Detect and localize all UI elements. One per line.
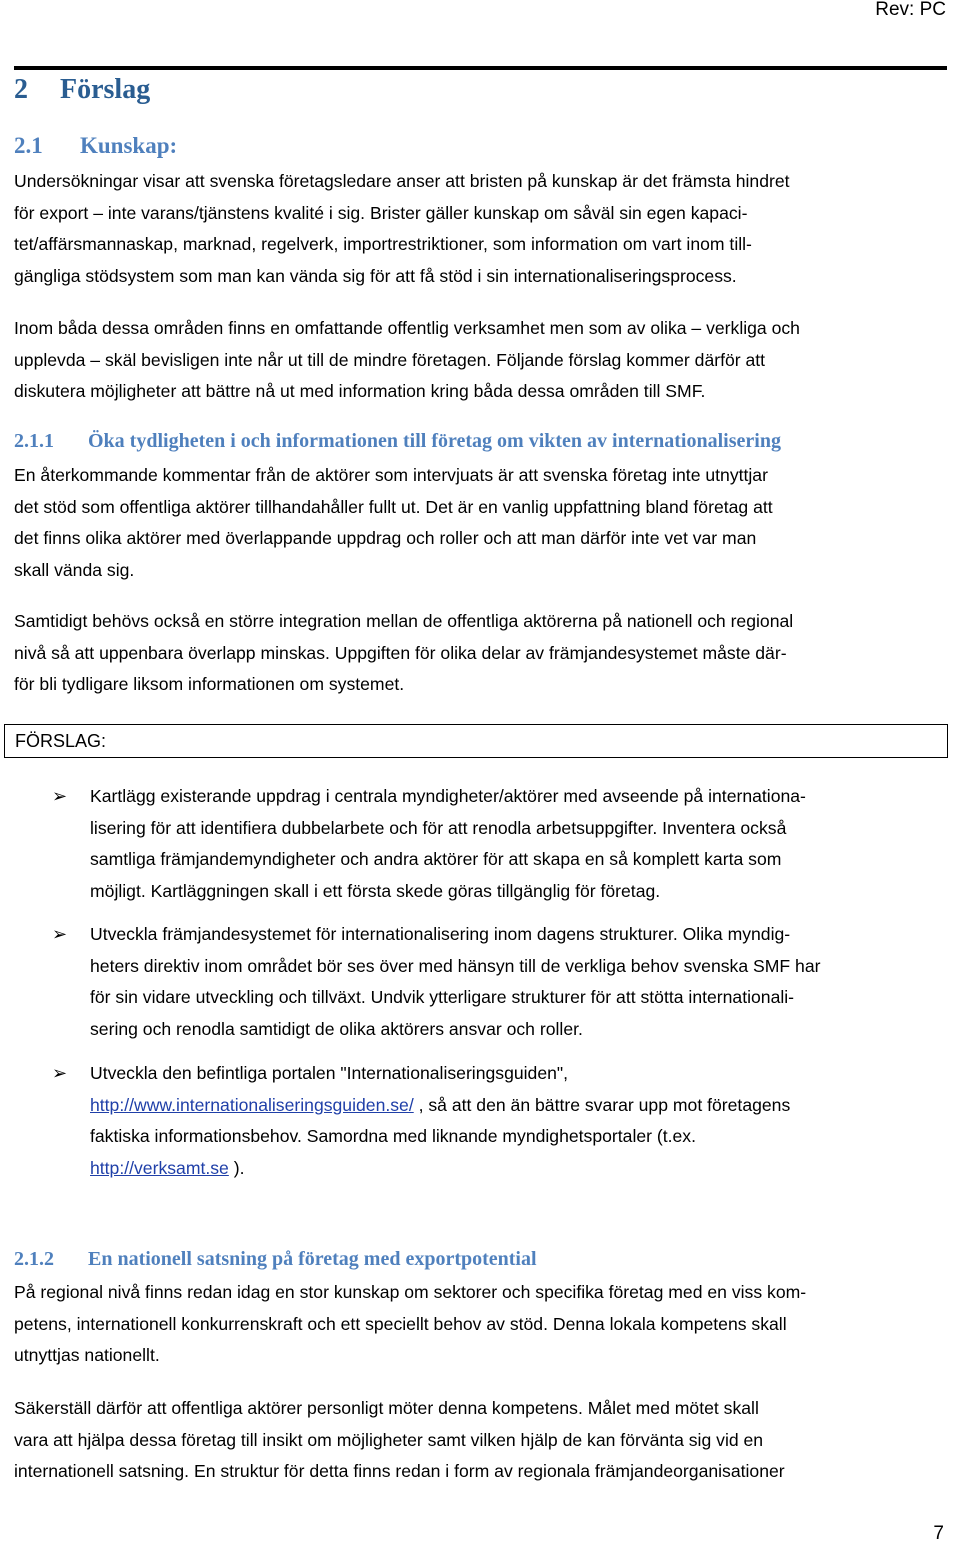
text-line: det stöd som offentliga aktörer tillhandahåller fullt ut. Det är en vanlig uppfattning bland företag att	[14, 496, 773, 517]
heading-3-tydlighet	[14, 430, 781, 453]
text-line	[90, 1090, 946, 1122]
text-fragment: , så att den än bättre svarar upp mot företagens	[413, 1094, 791, 1115]
heading-1-title: Förslag	[60, 74, 151, 105]
heading-2	[14, 133, 177, 159]
heading-2-number: 2.1	[14, 133, 43, 158]
text-line: heters direktiv inom området bör ses över med hänsyn till de verkliga behov svenska SMF har	[90, 955, 821, 976]
heading-1	[14, 74, 150, 106]
paragraph-integration	[14, 606, 946, 701]
heading-3-nationell-satsning	[14, 1248, 537, 1271]
text-line: upplevda – skäl bevisligen inte når ut till de mindre företagen. Följande förslag kommer därför att	[14, 349, 766, 370]
paragraph-regional	[14, 1277, 946, 1372]
forslag-label: FÖRSLAG:	[15, 731, 107, 751]
text-line: På regional nivå finns redan idag en stor kunskap om sektorer och specifika företag med en viss kom-	[14, 1282, 807, 1302]
heading-3-number: 2.1.1	[14, 430, 54, 452]
text-line: Säkerställ därför att offentliga aktörer personligt möter denna kompetens. Målet med mötet skall	[14, 1398, 759, 1418]
header-divider	[14, 66, 947, 70]
text-line: faktiska informationsbehov. Samordna med liknande myndighetsportaler (t.ex.	[90, 1126, 696, 1146]
text-line: Utveckla den befintliga portalen "Internationaliseringsguiden",	[90, 1063, 569, 1083]
paragraph-sakerstall	[14, 1393, 946, 1488]
bullet-text	[90, 1058, 946, 1184]
header-revision: Rev: PC	[875, 0, 946, 20]
paragraph-omraden	[14, 313, 946, 408]
arrow-bullet-icon: ➢	[52, 786, 68, 806]
text-line: Kartlägg existerande uppdrag i centrala myndigheter/aktörer med avseende på internationa-	[90, 786, 806, 806]
heading-3-title: En nationell satsning på företag med exportpotential	[88, 1248, 537, 1270]
arrow-bullet-icon: ➢	[52, 924, 68, 944]
page-number: 7	[933, 1523, 944, 1544]
bullet-text	[90, 781, 946, 907]
paragraph-kunskap	[14, 166, 946, 292]
heading-3-title: Öka tydligheten i och informationen till företag om vikten av internationalisering	[88, 430, 781, 452]
text-line: nivå så att uppenbara överlapp minskas. Uppgiften för olika delar av främjandesystemet måste där-	[14, 642, 787, 663]
text-line: lisering för att identifiera dubbelarbete och för att renodla arbetsuppgifter. Inventera också	[90, 817, 787, 838]
heading-1-number: 2	[14, 74, 28, 105]
paragraph-kommentar	[14, 460, 946, 586]
forslag-box	[4, 724, 948, 758]
internationaliseringsguiden-link[interactable]: http://www.internationaliseringsguiden.se/	[90, 1094, 414, 1115]
text-line: möjligt. Kartläggningen skall i ett första skede göras tillgänglig för företag.	[90, 880, 661, 901]
text-line: samtliga främjandemyndigheter och andra aktörer för att skapa en så komplett karta som	[90, 849, 782, 869]
text-line: Undersökningar visar att svenska företagsledare anser att bristen på kunskap är det främsta hindret	[14, 171, 790, 191]
text-line: gängliga stödsystem som man kan vända sig för att få stöd i sin internationaliseringsprocess.	[14, 265, 737, 286]
bullet-text	[90, 919, 946, 1045]
text-fragment: ).	[228, 1157, 245, 1178]
text-line: vara att hjälpa dessa företag till insikt om möjligheter samt vilken hjälp de kan förvänta sig vid en	[14, 1429, 764, 1450]
heading-2-title: Kunskap:	[80, 133, 178, 158]
text-line: En återkommande kommentar från de aktörer som intervjuats är att svenska företag inte utnyttjar	[14, 465, 768, 485]
text-line: diskutera möjligheter att bättre nå ut med information kring båda dessa områden till SMF.	[14, 381, 706, 401]
text-line: petens, internationell konkurrenskraft och ett speciellt behov av stöd. Denna lokala kompetens skall	[14, 1313, 787, 1334]
text-line: skall vända sig.	[14, 559, 135, 580]
text-line: Samtidigt behövs också en större integration mellan de offentliga aktörerna på nationell och regional	[14, 611, 794, 631]
text-line: Inom båda dessa områden finns en omfattande offentlig verksamhet men som av olika – verkliga och	[14, 318, 800, 338]
arrow-bullet-icon: ➢	[52, 1063, 68, 1083]
verksamt-link[interactable]: http://verksamt.se	[90, 1157, 229, 1178]
text-line: för sin vidare utveckling och tillväxt. Undvik ytterligare strukturer för att stötta internationali-	[90, 987, 795, 1007]
heading-3-number: 2.1.2	[14, 1248, 54, 1270]
text-line: för export – inte varans/tjänstens kvalité i sig. Brister gäller kunskap om såväl sin egen kapaci-	[14, 202, 748, 223]
text-line: för bli tydligare liksom informationen om systemet.	[14, 674, 405, 694]
text-line: det finns olika aktörer med överlappande uppdrag och roller och att man därför inte vet var man	[14, 528, 757, 548]
text-line	[90, 1153, 946, 1185]
text-line: Utveckla främjandesystemet för internationalisering inom dagens strukturer. Olika myndig-	[90, 924, 791, 944]
text-line: utnyttjas nationellt.	[14, 1345, 160, 1365]
text-line: tet/affärsmannaskap, marknad, regelverk, importrestriktioner, som information om vart inom till-	[14, 234, 752, 254]
text-line: sering och renodla samtidigt de olika aktörers ansvar och roller.	[90, 1018, 583, 1039]
text-line: internationell satsning. En struktur för detta finns redan i form av regionala främjandeorganisationer	[14, 1461, 785, 1481]
